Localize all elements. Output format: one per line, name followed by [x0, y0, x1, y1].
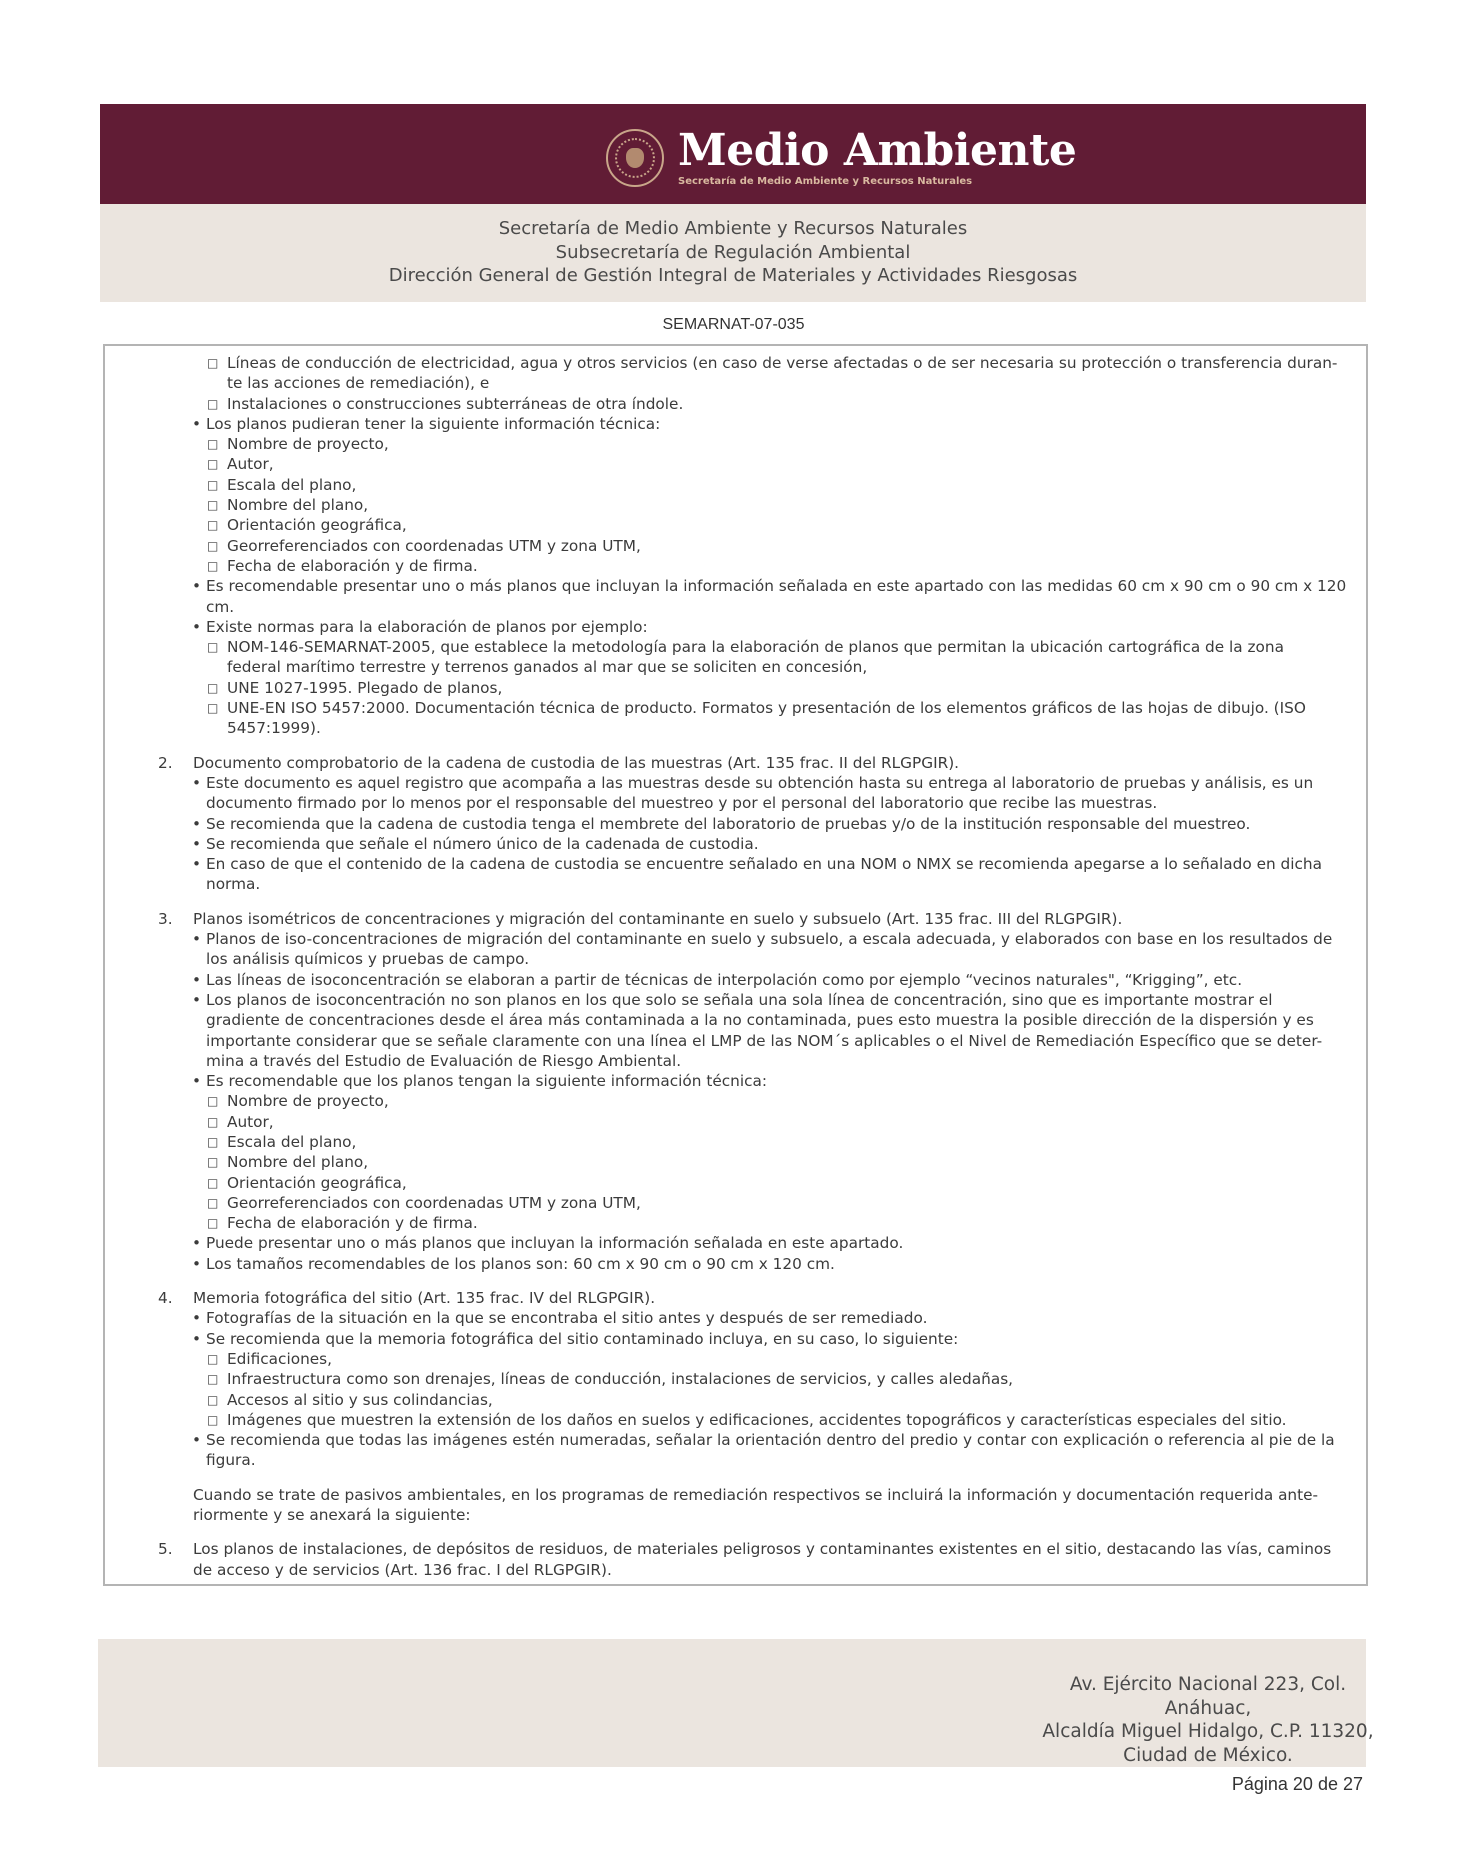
checkbox-bullet-icon: □ — [207, 1134, 219, 1149]
body-line — [0, 1560, 1467, 1580]
agency-header — [100, 204, 1366, 302]
bullet-icon: • — [192, 1329, 202, 1348]
logo-subtitle: Secretaría de Medio Ambiente y Recursos Naturales — [678, 176, 973, 187]
line-text: cm. — [206, 597, 235, 616]
national-seal-icon — [606, 129, 664, 187]
bullet-icon: • — [192, 1234, 202, 1253]
body-line — [0, 617, 1467, 637]
line-text: norma. — [206, 875, 261, 894]
line-text: Los tamaños recomendables de los planos son: 60 cm x 90 cm o 90 cm x 120 cm. — [206, 1254, 835, 1273]
form-code: SEMARNAT-07-035 — [662, 316, 805, 333]
body-line — [0, 1031, 1467, 1051]
line-text: Se recomienda que la cadena de custodia tenga el membrete del laboratorio de pruebas y/o de la institución responsable del muestreo. — [206, 814, 1251, 833]
line-text: Documento comprobatorio de la cadena de custodia de las muestras (Art. 135 frac. II del RLGPGIR). — [193, 753, 960, 772]
body-line — [0, 373, 1467, 393]
agency-line-2: Subsecretaría de Regulación Ambiental — [555, 241, 911, 263]
line-text: de acceso y de servicios (Art. 136 frac. I del RLGPGIR). — [193, 1560, 612, 1579]
line-text: Las líneas de isoconcentración se elaboran a partir de técnicas de interpolación como por ejemplo “vecinos naturales", “Krigging”, etc. — [206, 970, 1243, 989]
bullet-icon: • — [192, 577, 202, 596]
line-text: mina a través del Estudio de Evaluación de Riesgo Ambiental. — [206, 1051, 682, 1070]
bullet-icon: • — [192, 930, 202, 949]
line-text: Es recomendable que los planos tengan la siguiente información técnica: — [206, 1072, 768, 1091]
agency-line-3: Dirección General de Gestión Integral de Materiales y Actividades Riesgosas — [388, 265, 1078, 286]
body-line — [0, 718, 1467, 738]
body-line — [0, 1071, 1467, 1091]
body-line — [0, 1254, 1467, 1274]
list-number: 3. — [158, 909, 173, 928]
checkbox-bullet-icon: □ — [207, 1392, 219, 1407]
line-text: En caso de que el contenido de la cadena de custodia se encuentre señalado en una NOM o NMX se recomienda apegarse a lo señalado en dicha — [206, 855, 1322, 874]
checkbox-bullet-icon: □ — [207, 437, 219, 452]
bullet-icon: • — [192, 970, 202, 989]
body-line — [0, 434, 1467, 454]
line-text: te las acciones de remediación), e — [227, 374, 490, 393]
line-text: Se recomienda que todas las imágenes estén numeradas, señalar la orientación dentro del predio y contar con explicación o referencia al pie de la — [206, 1431, 1335, 1450]
address-line-1: Av. Ejército Nacional 223, Col. Anáhuac, — [1069, 1674, 1347, 1719]
body-line — [0, 576, 1467, 596]
bullet-icon: • — [192, 1431, 202, 1450]
body-line — [0, 1193, 1467, 1213]
line-text: importante considerar que se señale claramente con una línea el LMP de las NOM´s aplicables o el Nivel de Remediación Específico que se deter- — [206, 1031, 1323, 1050]
checkbox-bullet-icon: □ — [207, 356, 219, 370]
body-line — [0, 1430, 1467, 1450]
body-line — [0, 970, 1467, 990]
header-banner — [100, 104, 1366, 204]
body-line — [0, 1390, 1467, 1410]
body-line — [0, 475, 1467, 495]
line-text: Nombre del plano, — [227, 1153, 369, 1172]
checkbox-bullet-icon: □ — [207, 701, 219, 716]
body-line — [0, 753, 1467, 773]
body-line — [0, 394, 1467, 414]
body-line — [0, 414, 1467, 434]
checkbox-bullet-icon: □ — [207, 538, 219, 553]
bullet-icon: • — [192, 814, 202, 833]
line-text: documento firmado por lo menos por el responsable del muestreo y por el personal del laboratorio que recibe las muestras. — [206, 794, 1158, 813]
list-number: 4. — [158, 1289, 173, 1308]
body-line — [0, 1051, 1467, 1071]
body-line — [0, 990, 1467, 1010]
bullet-icon: • — [192, 414, 202, 433]
line-text: Nombre del plano, — [227, 496, 369, 515]
body-line — [0, 637, 1467, 657]
checkbox-bullet-icon: □ — [207, 640, 219, 655]
body-line — [0, 854, 1467, 874]
address — [1028, 1673, 1388, 1767]
line-text: UNE-EN ISO 5457:2000. Documentación técnica de producto. Formatos y presentación de los elementos gráficos de las hojas de dibujo. (ISO — [227, 699, 1306, 718]
body-line — [0, 1539, 1467, 1559]
checkbox-bullet-icon: □ — [207, 1412, 219, 1427]
body-line — [0, 1329, 1467, 1349]
checkbox-bullet-icon: □ — [207, 558, 219, 573]
body-line — [0, 1349, 1467, 1369]
line-text: Planos isométricos de concentraciones y migración del contaminante en suelo y subsuelo (Art. 135 frac. III del RLGPGIR). — [193, 909, 1123, 928]
body-line — [0, 657, 1467, 677]
line-text: Georreferenciados con coordenadas UTM y zona UTM, — [227, 536, 641, 555]
body-line — [0, 353, 1467, 373]
body-line — [0, 698, 1467, 718]
line-text: Instalaciones o construcciones subterráneas de otra índole. — [227, 394, 684, 413]
body-line — [0, 909, 1467, 929]
line-text: figura. — [206, 1451, 256, 1470]
checkbox-bullet-icon: □ — [207, 1175, 219, 1190]
body-line — [0, 1505, 1467, 1525]
document-body — [0, 353, 1467, 1580]
line-text: NOM-146-SEMARNAT-2005, que establece la metodología para la elaboración de planos que permitan la ubicación cartográfica de la zona — [227, 638, 1284, 657]
body-line — [0, 1091, 1467, 1111]
line-text: Cuando se trate de pasivos ambientales, en los programas de remediación respectivos se incluirá la información y documentación requerida ante- — [193, 1485, 1319, 1504]
line-text: 5457:1999). — [227, 719, 321, 738]
body-line — [0, 773, 1467, 793]
page-number: Página 20 de 27 — [1231, 1774, 1363, 1794]
bullet-icon: • — [192, 1254, 202, 1273]
line-text: Los planos de isoconcentración no son planos en los que solo se señala una sola línea de concentración, sino que es importante mostrar el — [206, 990, 1273, 1009]
line-text: los análisis químicos y pruebas de campo. — [206, 950, 530, 969]
line-text: federal marítimo terrestre y terrenos ganados al mar que se soliciten en concesión, — [227, 658, 868, 677]
line-text: gradiente de concentraciones desde el área más contaminada a la no contaminada, pues esto muestra la posible dirección de la dispersión y es — [206, 1011, 1314, 1030]
list-number: 5. — [158, 1540, 173, 1559]
logo-title: Medio Ambiente — [678, 125, 1077, 176]
agency-line-1: Secretaría de Medio Ambiente y Recursos Naturales — [498, 218, 968, 239]
line-text: Fotografías de la situación en la que se encontraba el sitio antes y después de ser remediado. — [206, 1309, 928, 1328]
body-line — [0, 1112, 1467, 1132]
line-text: Se recomienda que la memoria fotográfica del sitio contaminado incluya, en su caso, lo siguiente: — [206, 1329, 959, 1348]
footer-band — [98, 1639, 1374, 1767]
checkbox-bullet-icon: □ — [207, 1351, 219, 1366]
logo — [606, 126, 1076, 190]
line-text: Edificaciones, — [227, 1349, 333, 1368]
line-text: Planos de iso-concentraciones de migración del contaminante en suelo y subsuelo, a escala adecuada, y elaborados con base en los resultados de — [206, 930, 1333, 949]
line-text: Nombre de proyecto, — [227, 435, 389, 454]
bullet-icon: • — [192, 773, 202, 792]
body-line — [0, 536, 1467, 556]
body-line — [0, 495, 1467, 515]
line-text: Se recomienda que señale el número único de la cadenada de custodia. — [206, 834, 759, 853]
checkbox-bullet-icon: □ — [207, 1195, 219, 1210]
bullet-icon: • — [192, 834, 202, 853]
checkbox-bullet-icon: □ — [207, 498, 219, 513]
line-text: Este documento es aquel registro que acompaña a las muestras desde su obtención hasta su entrega al laboratorio de pruebas y análisis, es un — [206, 773, 1314, 792]
line-text: Imágenes que muestren la extensión de los daños en suelos y edificaciones, accidentes topográficos y características especiales del sitio. — [227, 1410, 1287, 1429]
checkbox-bullet-icon: □ — [207, 396, 219, 411]
checkbox-bullet-icon: □ — [207, 1372, 219, 1387]
body-line — [0, 1308, 1467, 1328]
line-text: Autor, — [227, 455, 274, 474]
body-line — [0, 874, 1467, 894]
body-line — [0, 1369, 1467, 1389]
checkbox-bullet-icon: □ — [207, 1155, 219, 1170]
body-line — [0, 454, 1467, 474]
line-text: Accesos al sitio y sus colindancias, — [227, 1390, 493, 1409]
body-line — [0, 814, 1467, 834]
body-line — [0, 556, 1467, 576]
line-text: Los planos de instalaciones, de depósitos de residuos, de materiales peligrosos y contaminantes existentes en el sitio, destacando las vías, caminos — [193, 1540, 1332, 1559]
line-text: Escala del plano, — [227, 475, 357, 494]
line-text: Nombre de proyecto, — [227, 1092, 389, 1111]
line-text: riormente y se anexará la siguiente: — [193, 1506, 471, 1525]
body-line — [0, 929, 1467, 949]
checkbox-bullet-icon: □ — [207, 680, 219, 695]
checkbox-bullet-icon: □ — [207, 1114, 219, 1129]
line-text: Orientación geográfica, — [227, 516, 407, 535]
bullet-icon: • — [192, 855, 202, 874]
bullet-icon: • — [192, 1072, 202, 1091]
body-line — [0, 1152, 1467, 1172]
address-line-3: Ciudad de México. — [1123, 1744, 1293, 1766]
checkbox-bullet-icon: □ — [207, 1094, 219, 1109]
line-text: Los planos pudieran tener la siguiente información técnica: — [206, 414, 661, 433]
bullet-icon: • — [192, 1309, 202, 1328]
line-text: Existe normas para la elaboración de planos por ejemplo: — [206, 617, 648, 636]
checkbox-bullet-icon: □ — [207, 477, 219, 492]
body-line — [0, 949, 1467, 969]
body-line — [0, 1485, 1467, 1505]
body-line — [0, 678, 1467, 698]
line-text: UNE 1027-1995. Plegado de planos, — [227, 678, 503, 697]
bullet-icon: • — [192, 990, 202, 1009]
line-text: Es recomendable presentar uno o más planos que incluyan la información señalada en este apartado con las medidas 60 cm x 90 cm o 90 cm x 120 — [206, 577, 1347, 596]
body-line — [0, 793, 1467, 813]
line-text: Fecha de elaboración y de firma. — [227, 1214, 478, 1233]
line-text: Puede presentar uno o más planos que incluyan la información señalada en este apartado. — [206, 1234, 904, 1253]
body-line — [0, 1213, 1467, 1233]
body-line — [0, 1288, 1467, 1308]
line-text: Fecha de elaboración y de firma. — [227, 556, 478, 575]
body-line — [0, 834, 1467, 854]
body-line — [0, 1132, 1467, 1152]
body-line — [0, 1233, 1467, 1253]
line-text: Autor, — [227, 1112, 274, 1131]
checkbox-bullet-icon: □ — [207, 1216, 219, 1231]
address-line-2: Alcaldía Miguel Hidalgo, C.P. 11320, — [1042, 1721, 1374, 1742]
body-line — [0, 1010, 1467, 1030]
body-line — [0, 1410, 1467, 1430]
body-line — [0, 515, 1467, 535]
line-text: Líneas de conducción de electricidad, agua y otros servicios (en caso de verse afectadas o de ser necesaria su protección o transferencia duran- — [227, 354, 1338, 372]
body-line — [0, 597, 1467, 617]
bullet-icon: • — [192, 617, 202, 636]
checkbox-bullet-icon: □ — [207, 457, 219, 472]
line-text: Georreferenciados con coordenadas UTM y zona UTM, — [227, 1193, 641, 1212]
body-line — [0, 1450, 1467, 1470]
checkbox-bullet-icon: □ — [207, 518, 219, 533]
line-text: Infraestructura como son drenajes, líneas de conducción, instalaciones de servicios, y calles aledañas, — [227, 1370, 1014, 1389]
line-text: Memoria fotográfica del sitio (Art. 135 frac. IV del RLGPGIR). — [193, 1289, 656, 1308]
body-line — [0, 1173, 1467, 1193]
list-number: 2. — [158, 753, 173, 772]
line-text: Escala del plano, — [227, 1132, 357, 1151]
line-text: Orientación geográfica, — [227, 1173, 407, 1192]
